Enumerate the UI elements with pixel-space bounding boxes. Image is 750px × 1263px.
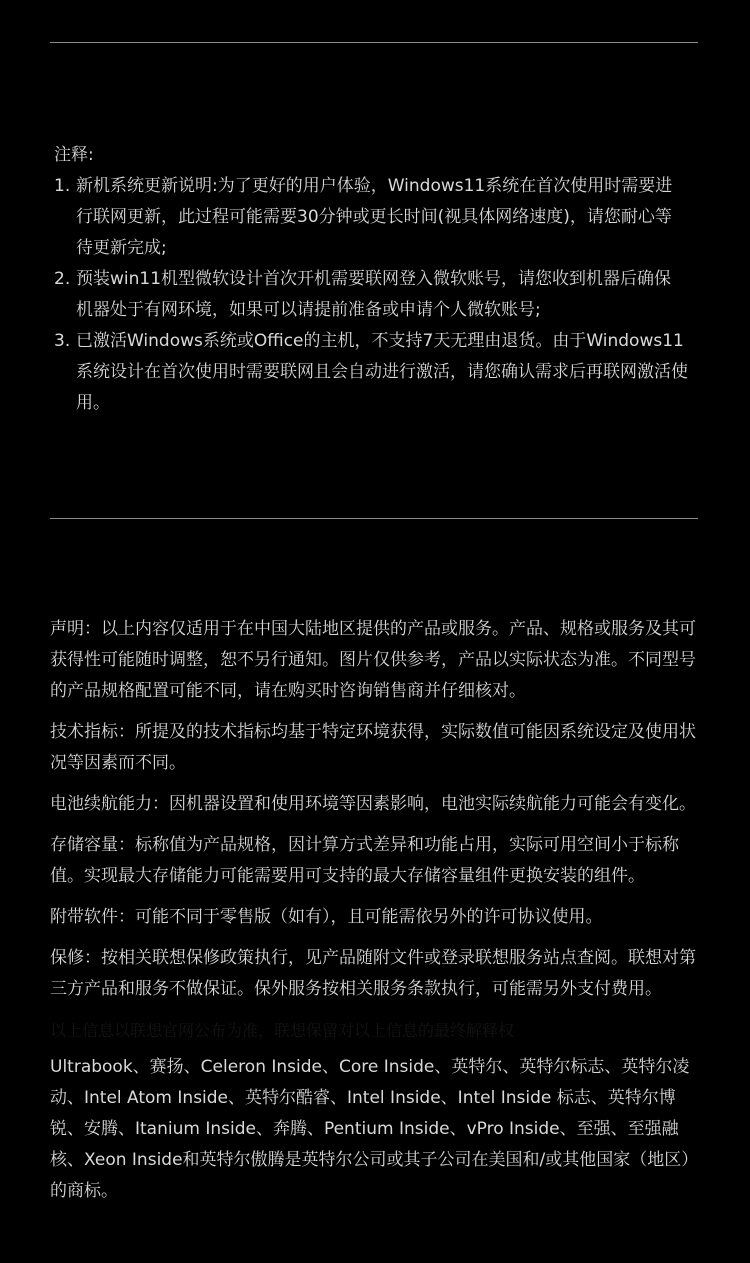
disclaimer-section [50, 614, 700, 1217]
statement-paragraph: 声明：以上内容仅适用于在中国大陆地区提供的产品或服务。产品、规格或服务及其可获得性可能随时调整，恕不另行通知。图片仅供参考，产品以实际状态为准。不同型号的产品规格配置可能不同，请在购买时咨询销售商并仔细核对。 [50, 619, 696, 701]
storage-paragraph: 存储容量：标称值为产品规格，因计算方式差异和功能占用，实际可用空间小于标称值。实现最大存储能力可能需要用可支持的最大存储容量组件更换安装的组件。 [50, 835, 679, 886]
trademarks-paragraph: Ultrabook、赛扬、Celeron Inside、Core Inside、英特尔、英特尔标志、英特尔凌动、Intel Atom Inside、英特尔酷睿、Intel Inside、Intel Inside 标志、英特尔博锐、安腾、Itanium Inside、奔腾、Pentium Inside、vPro Inside、至强、至强融核、Xeon Inside和英特尔傲腾是英特尔公司或其子公司在美国和/或其他国家（地区）的商标。 [50, 1057, 699, 1201]
note-item-1 [50, 171, 698, 264]
tech-specs-paragraph: 技术指标：所提及的技术指标均基于特定环境获得，实际数值可能因系统设定及使用状况等因素而不同。 [50, 722, 696, 773]
note-text: 预装win11机型微软设计首次开机需要联网登入微软账号，请您收到机器后确保机器处于有网环境，如果可以请提前准备或申请个人微软账号; [76, 269, 672, 320]
warranty-paragraph: 保修：按相关联想保修政策执行，见产品随附文件或登录联想服务站点查阅。联想对第三方产品和服务不做保证。保外服务按相关服务条款执行，可能需另外支付费用。 [50, 948, 696, 999]
middle-divider [50, 518, 698, 519]
notes-list [50, 171, 698, 419]
battery-paragraph: 电池续航能力：因机器设置和使用环境等因素影响，电池实际续航能力可能会有变化。 [50, 794, 696, 814]
note-number: 2. [54, 269, 71, 289]
note-text: 已激活Windows系统或Office的主机，不支持7天无理由退货。由于Windows11系统设计在首次使用时需要联网且会自动进行激活，请您确认需求后再联网激活使用。 [76, 331, 688, 413]
note-text: 新机系统更新说明:为了更好的用户体验，Windows11系统在首次使用时需要进行联网更新，此过程可能需要30分钟或更长时间(视具体网络速度)，请您耐心等待更新完成; [76, 176, 673, 258]
top-divider [50, 42, 698, 43]
note-item-3 [50, 326, 698, 419]
notes-section [50, 140, 698, 419]
note-number: 3. [54, 331, 71, 351]
note-item-2 [50, 264, 698, 326]
faint-note: 以上信息以联想官网公布为准，联想保留对以上信息的最终解释权 [50, 1021, 515, 1040]
notes-title: 注释: [54, 145, 94, 165]
note-number: 1. [54, 176, 71, 196]
software-paragraph: 附带软件：可能不同于零售版（如有），且可能需依另外的许可协议使用。 [50, 907, 603, 927]
